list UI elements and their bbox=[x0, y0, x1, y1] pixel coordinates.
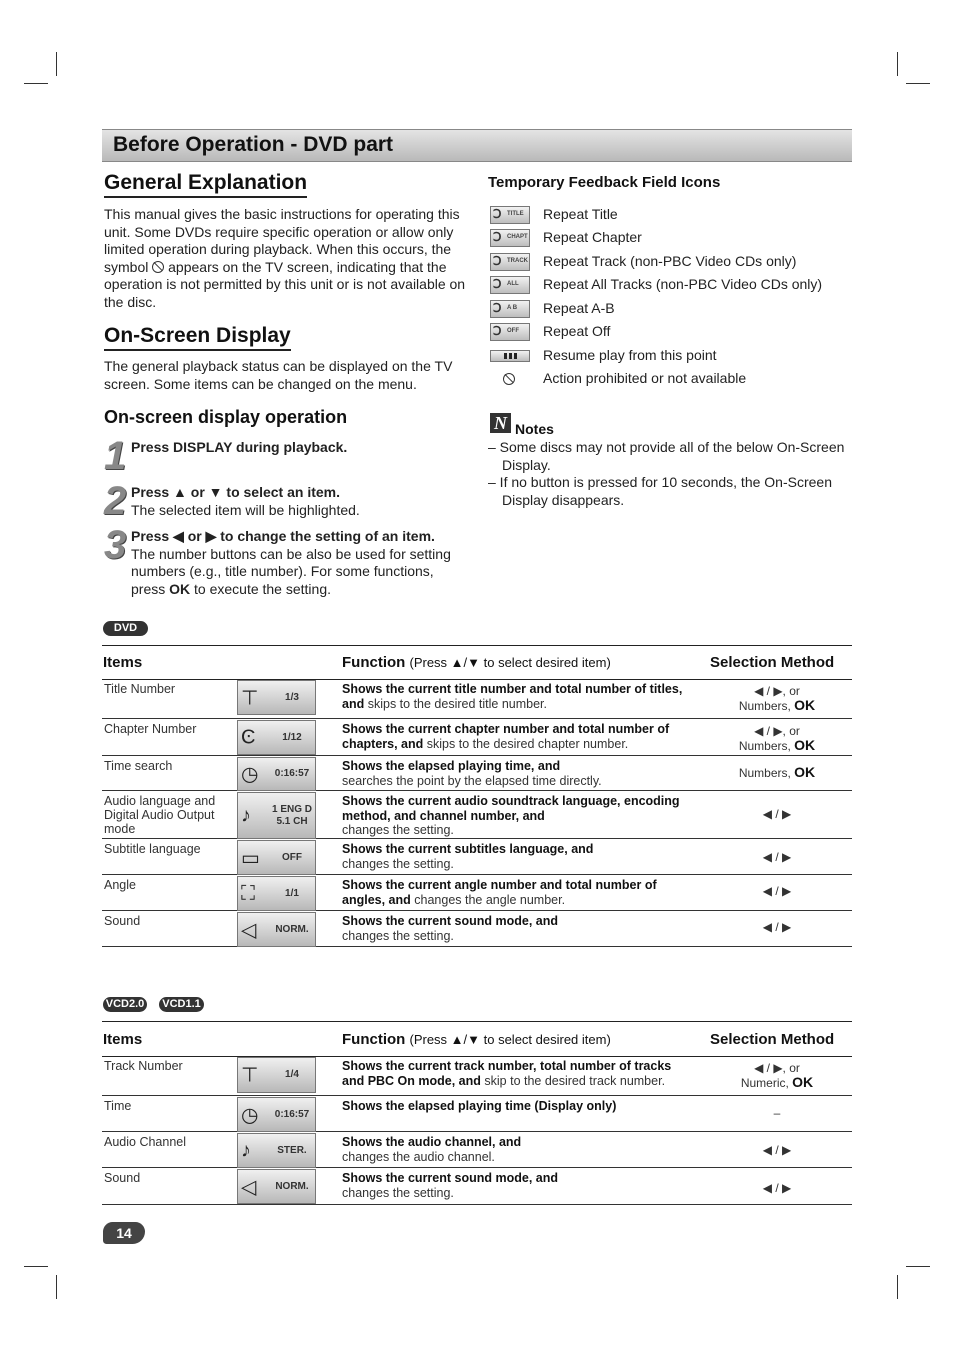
crop-mark bbox=[897, 52, 898, 76]
repeat-off-icon: Ↄ OFF bbox=[490, 323, 530, 341]
function-rest: changes the setting. bbox=[342, 928, 454, 943]
row-function bbox=[342, 722, 692, 751]
crop-mark bbox=[56, 1275, 57, 1299]
header-items: Items bbox=[103, 1031, 143, 1048]
table-row bbox=[102, 791, 852, 839]
osd-panel bbox=[237, 720, 316, 755]
step-3-text: The number buttons can be also be used for setting numbers (e.g., title number). For some functions, press bbox=[131, 545, 451, 597]
function-bold: Shows the audio channel, and bbox=[342, 1135, 522, 1149]
row-function bbox=[342, 842, 692, 871]
header-function-label: Function bbox=[342, 1031, 406, 1048]
function-rest: changes the audio channel. bbox=[342, 1149, 495, 1164]
osd-panel bbox=[237, 876, 316, 911]
page-number: 14 bbox=[103, 1222, 145, 1244]
selection-alt: Numbers, bbox=[738, 739, 791, 753]
function-bold: Shows the current title number and total number of titles, and bbox=[342, 682, 683, 711]
step-3-title: Press ◀ or ▶ to change the setting of an item. bbox=[131, 528, 435, 544]
repeat-off-icon-label: OFF bbox=[507, 328, 519, 334]
prohibited-icon bbox=[503, 373, 515, 385]
prohibited-icon bbox=[152, 261, 164, 273]
repeat-track-icon: Ↄ TRACK bbox=[490, 253, 530, 271]
table-row bbox=[102, 719, 852, 756]
step-3-ok: OK bbox=[169, 580, 191, 597]
step-number-3: 3 bbox=[104, 523, 125, 567]
selection-alt: Numbers, bbox=[738, 699, 791, 713]
row-function bbox=[342, 1135, 692, 1164]
function-bold: Shows the elapsed playing time (Display only) bbox=[342, 1099, 617, 1113]
function-rest: skips to the desired chapter number. bbox=[426, 736, 629, 751]
notes-icon: N bbox=[490, 413, 511, 433]
step-number-2: 2 bbox=[104, 479, 125, 523]
crop-mark bbox=[24, 83, 48, 84]
dvd-badge: DVD bbox=[103, 621, 148, 636]
feedback-label: Repeat All Tracks (non-PBC Video CDs only) bbox=[543, 276, 823, 292]
function-rest: changes the angle number. bbox=[414, 892, 566, 907]
osd-panel bbox=[237, 1057, 316, 1093]
table-row bbox=[102, 839, 852, 875]
feedback-label: Resume play from this point bbox=[543, 347, 717, 363]
selection-alt: Numeric, bbox=[740, 1076, 789, 1090]
onscreen-heading: On-Screen Display bbox=[104, 324, 291, 351]
function-bold: Shows the current sound mode, and bbox=[342, 914, 558, 928]
osd-value: STER. bbox=[277, 1144, 307, 1156]
step-2 bbox=[131, 484, 471, 519]
vcd20-badge: VCD2.0 bbox=[103, 997, 147, 1012]
table-header bbox=[102, 645, 852, 680]
general-body-part2: appears on the TV screen, indicating that the operation is not permitted by this unit or is not available on the disc. bbox=[104, 258, 466, 310]
osd-panel bbox=[237, 1169, 316, 1204]
feedback-label: Repeat Chapter bbox=[543, 229, 642, 245]
vcd11-badge: VCD1.1 bbox=[159, 997, 204, 1012]
general-heading: General Explanation bbox=[104, 171, 307, 198]
row-selection bbox=[702, 1143, 852, 1157]
row-selection bbox=[702, 1061, 852, 1090]
onscreen-body: The general playback status can be displayed on the TV screen. Some items can be changed on the menu. bbox=[104, 358, 453, 392]
row-selection bbox=[702, 807, 852, 821]
banner-title: Before Operation - DVD part bbox=[113, 133, 394, 156]
table-row bbox=[102, 1096, 852, 1132]
crop-mark bbox=[906, 1266, 930, 1267]
feedback-label: Repeat Track (non-PBC Video CDs only) bbox=[543, 253, 797, 269]
step-2-text: The selected item will be highlighted. bbox=[131, 501, 360, 518]
header-function-note: (Press ▲/▼ to select desired item) bbox=[409, 655, 611, 670]
subtitle-icon: ▭ bbox=[241, 847, 260, 869]
function-bold: Shows the current track number, total number of tracks and PBC On mode, and bbox=[342, 1059, 672, 1088]
feedback-label: Repeat Title bbox=[543, 206, 618, 222]
selection-ok: OK bbox=[794, 697, 816, 713]
function-rest: changes the setting. bbox=[342, 856, 454, 871]
repeat-ab-icon: Ↄ A B bbox=[490, 300, 530, 318]
osd-panel bbox=[237, 912, 316, 947]
repeat-chapter-icon-label: CHAPT bbox=[507, 234, 528, 240]
section-banner bbox=[102, 129, 852, 162]
row-item: Chapter Number bbox=[104, 722, 197, 736]
step-3 bbox=[131, 528, 471, 598]
speaker-icon: ◁ bbox=[241, 919, 257, 941]
selection-keys: ◀ / ▶ bbox=[762, 920, 792, 934]
row-selection bbox=[702, 1106, 852, 1120]
table-row bbox=[102, 1168, 852, 1205]
clock-icon: ◷ bbox=[241, 763, 259, 786]
repeat-chapter-icon: Ↄ CHAPT bbox=[490, 229, 530, 247]
notes-heading: Notes bbox=[515, 421, 554, 437]
selection-ok: OK bbox=[792, 1074, 814, 1090]
selection-ok: OK bbox=[794, 737, 816, 753]
osd-value: NORM. bbox=[275, 923, 309, 935]
function-rest: changes the setting. bbox=[342, 823, 454, 837]
audio-icon: ♪ bbox=[241, 1139, 251, 1161]
osd-value: 0:16:57 bbox=[274, 1108, 310, 1120]
row-function bbox=[342, 1059, 692, 1088]
selection-keys: ◀ / ▶, or bbox=[754, 684, 800, 698]
general-body-part1: This manual gives the basic instructions for operating this unit. Some DVDs require specific operation or allow only limited operation during playback. When this occurs, the symbol bbox=[104, 206, 460, 275]
osd-value: 1 ENG D 5.1 CH bbox=[271, 803, 312, 827]
selection-keys: ◀ / ▶, or bbox=[754, 1061, 800, 1075]
osd-value: 1/3 bbox=[285, 691, 299, 703]
title-icon: ⊤ bbox=[241, 687, 259, 709]
osd-value: 1/1 bbox=[285, 887, 299, 899]
function-bold: Shows the current angle number and total number of angles, and bbox=[342, 878, 657, 907]
osd-value: 1/4 bbox=[285, 1069, 299, 1080]
osd-panel bbox=[237, 1133, 316, 1168]
feedback-label: Repeat Off bbox=[543, 323, 611, 339]
osd-value: 0:16:57 bbox=[274, 768, 310, 779]
selection-ok: OK bbox=[794, 764, 816, 780]
osd-panel bbox=[237, 840, 316, 875]
track-icon: ⊤ bbox=[241, 1064, 259, 1087]
row-item: Subtitle language bbox=[104, 842, 201, 856]
selection-keys: ◀ / ▶, or bbox=[754, 724, 800, 738]
row-selection bbox=[702, 884, 852, 898]
table-header bbox=[102, 1021, 852, 1057]
crop-mark bbox=[906, 83, 930, 84]
osd-panel bbox=[237, 1097, 316, 1132]
function-bold: Shows the current audio soundtrack language, encoding method, and channel number, and bbox=[342, 794, 680, 823]
function-bold: Shows the current chapter number and total number of chapters, and bbox=[342, 722, 670, 751]
repeat-track-icon-label: TRACK bbox=[507, 258, 528, 264]
row-function bbox=[342, 759, 692, 788]
step-2-title: Press ▲ or ▼ to select an item. bbox=[131, 484, 341, 500]
table-row bbox=[102, 756, 852, 791]
row-selection bbox=[702, 765, 852, 780]
row-item: Time search bbox=[104, 759, 173, 773]
row-item: Angle bbox=[104, 878, 136, 892]
header-selection: Selection Method bbox=[710, 1031, 835, 1048]
header-function-note: (Press ▲/▼ to select desired item) bbox=[409, 1032, 611, 1047]
function-bold: Shows the current sound mode, and bbox=[342, 1171, 558, 1185]
selection-keys: – bbox=[773, 1106, 781, 1120]
header-selection: Selection Method bbox=[710, 654, 835, 671]
camera-angle-icon: ⛶ bbox=[241, 882, 255, 904]
row-selection bbox=[702, 850, 852, 864]
header-function bbox=[342, 1031, 611, 1048]
step-3-tail: to execute the setting. bbox=[194, 580, 331, 597]
row-function bbox=[342, 1171, 692, 1200]
repeat-all-icon-label: ALL bbox=[507, 281, 519, 287]
crop-mark bbox=[24, 1266, 48, 1267]
osd-panel bbox=[237, 792, 316, 839]
function-rest: skip to the desired track number. bbox=[484, 1073, 666, 1088]
row-item: Sound bbox=[104, 1171, 141, 1185]
row-item: Audio language and Digital Audio Output mode bbox=[104, 794, 216, 836]
header-items: Items bbox=[103, 654, 143, 671]
feedback-label: Repeat A-B bbox=[543, 300, 615, 316]
osd-value: OFF bbox=[282, 851, 302, 863]
selection-keys: ◀ / ▶ bbox=[762, 1143, 792, 1157]
feedback-label: Action prohibited or not available bbox=[543, 370, 747, 386]
selection-keys: ◀ / ▶ bbox=[762, 807, 792, 821]
row-selection bbox=[702, 684, 852, 713]
onscreen-subheading: On-screen display operation bbox=[104, 407, 348, 427]
crop-mark bbox=[897, 1275, 898, 1299]
osd-value: 1/12 bbox=[282, 731, 302, 743]
header-function bbox=[342, 654, 611, 671]
row-function bbox=[342, 794, 692, 838]
general-body bbox=[104, 206, 468, 311]
row-selection bbox=[702, 1181, 852, 1195]
selection-keys: ◀ / ▶ bbox=[762, 850, 792, 864]
row-function bbox=[342, 682, 692, 711]
osd-panel bbox=[237, 757, 316, 791]
repeat-title-icon-label: TITLE bbox=[507, 211, 524, 217]
table-row bbox=[102, 875, 852, 911]
repeat-title-icon: Ↄ TITLE bbox=[490, 206, 530, 224]
chapter-icon: Ͼ bbox=[241, 726, 256, 748]
row-item: Sound bbox=[104, 914, 141, 928]
feedback-heading: Temporary Feedback Field Icons bbox=[488, 174, 721, 191]
selection-alt: Numbers, bbox=[738, 766, 791, 780]
row-selection bbox=[702, 724, 852, 753]
speaker-icon: ◁ bbox=[241, 1176, 257, 1198]
crop-mark bbox=[56, 52, 57, 76]
function-rest: skips to the desired title number. bbox=[367, 696, 547, 711]
table-row bbox=[102, 1056, 852, 1096]
function-bold: Shows the elapsed playing time, and bbox=[342, 759, 561, 773]
note-item: – Some discs may not provide all of the below On-Screen Display. bbox=[488, 439, 845, 473]
step-number-1: 1 bbox=[104, 434, 125, 478]
osd-panel bbox=[237, 680, 316, 715]
function-rest: searches the point by the elapsed time directly. bbox=[342, 773, 602, 788]
header-function-label: Function bbox=[342, 654, 406, 671]
selection-keys: ◀ / ▶ bbox=[762, 1181, 792, 1195]
table-row bbox=[102, 679, 852, 719]
row-item: Time bbox=[104, 1099, 132, 1113]
step-1-title: Press DISPLAY during playback. bbox=[131, 439, 348, 455]
table-row bbox=[102, 1132, 852, 1168]
row-function bbox=[342, 878, 692, 907]
resume-icon bbox=[490, 350, 530, 362]
row-item: Track Number bbox=[104, 1059, 183, 1073]
table-row bbox=[102, 911, 852, 947]
repeat-ab-icon-label: A B bbox=[507, 305, 518, 311]
row-item: Title Number bbox=[104, 682, 176, 696]
function-bold: Shows the current subtitles language, and bbox=[342, 842, 594, 856]
step-1 bbox=[131, 439, 471, 457]
repeat-all-icon: Ↄ ALL bbox=[490, 276, 530, 294]
audio-icon: ♪ bbox=[241, 804, 251, 826]
note-item: – If no button is pressed for 10 seconds, the On-Screen Display disappears. bbox=[488, 474, 832, 508]
function-rest: changes the setting. bbox=[342, 1185, 454, 1200]
notes-list bbox=[488, 439, 850, 509]
clock-icon: ◷ bbox=[241, 1104, 259, 1126]
osd-value: NORM. bbox=[275, 1180, 309, 1192]
selection-keys: ◀ / ▶ bbox=[762, 884, 792, 898]
row-function bbox=[342, 914, 692, 943]
row-item: Audio Channel bbox=[104, 1135, 187, 1149]
row-function bbox=[342, 1099, 692, 1114]
row-selection bbox=[702, 920, 852, 934]
